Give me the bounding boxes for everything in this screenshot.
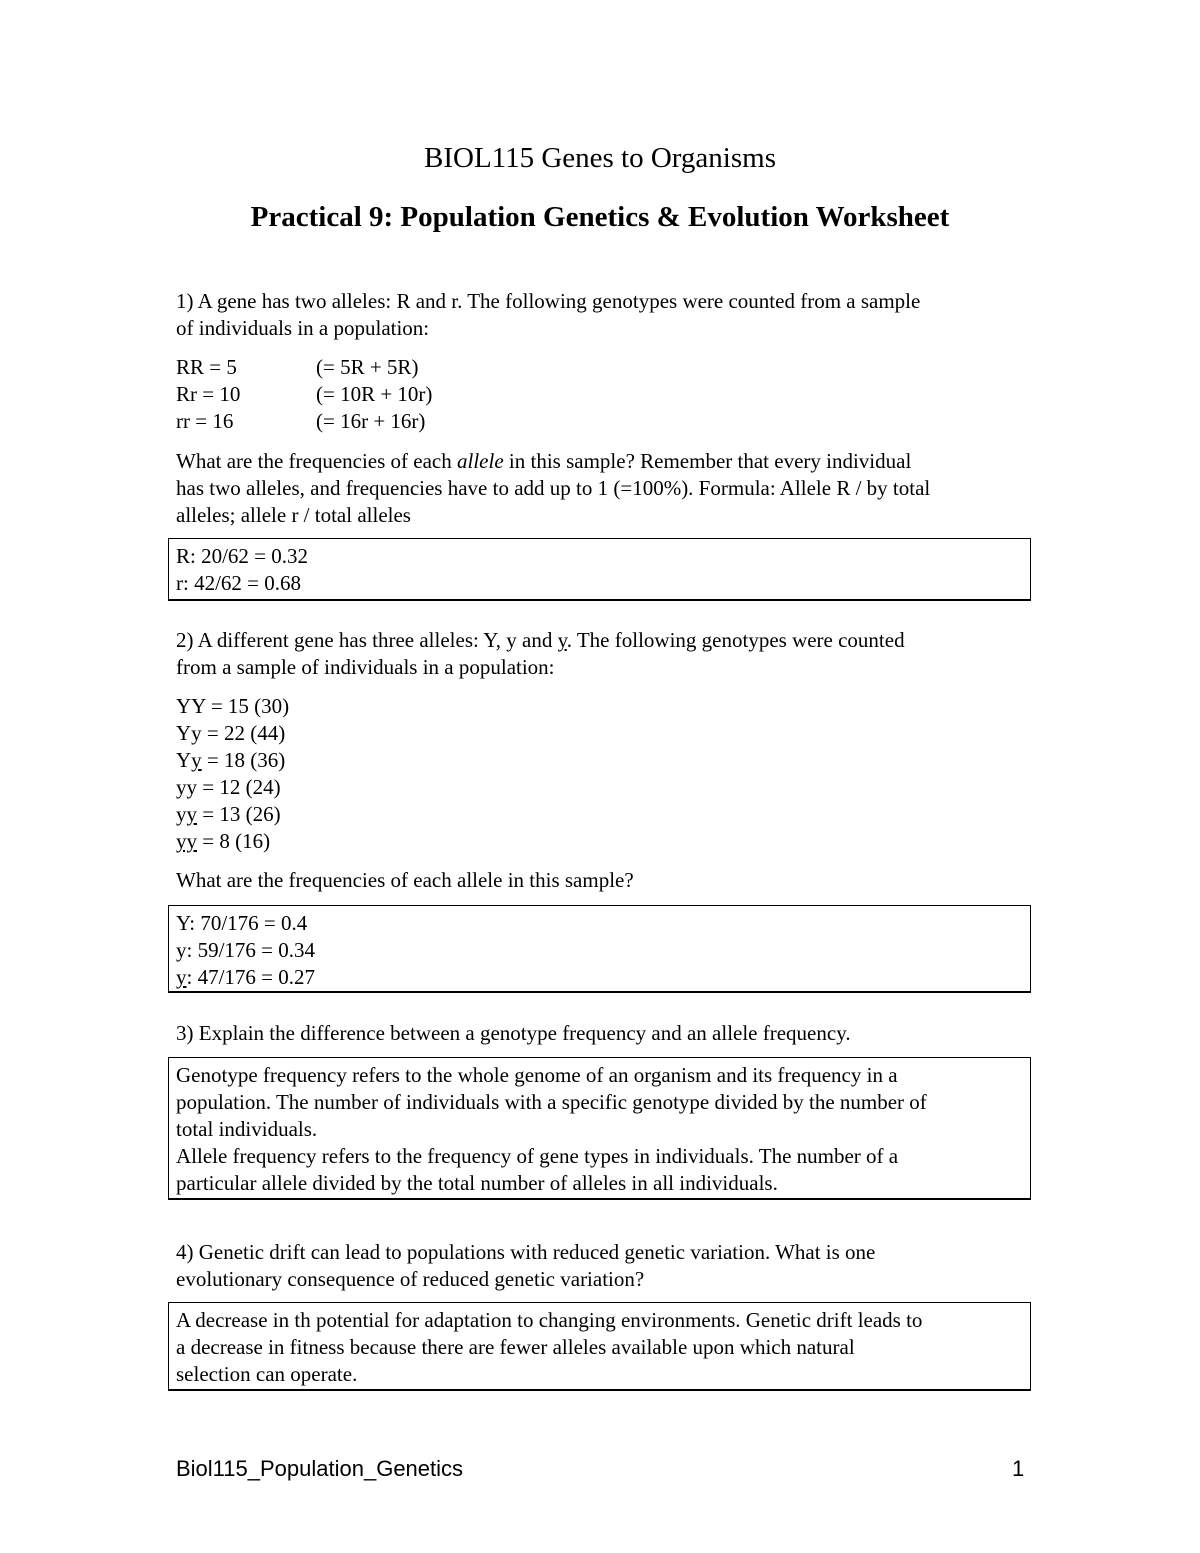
- genotype-symbol: y: [176, 802, 187, 826]
- genotype-label: RR = 5: [176, 355, 237, 379]
- genotype-row: [176, 408, 1036, 435]
- question-2-question: [176, 867, 1036, 894]
- genotype-row: [176, 801, 1036, 828]
- genotype-detail: (= 5R + 5R): [316, 355, 419, 379]
- answer-box-2: [168, 905, 1031, 993]
- genotype-row: [176, 354, 1036, 381]
- genotype-label: rr = 16: [176, 409, 234, 433]
- answer-line: A decrease in th potential for adaptation to changing environments. Genetic drift leads to: [176, 1308, 923, 1332]
- prompt-line: of individuals in a population:: [176, 316, 430, 340]
- genotype-symbol: Y: [176, 748, 192, 772]
- allele-symbol: y: [557, 628, 567, 652]
- question-text: What are the frequencies of each: [176, 449, 457, 473]
- answer-line: selection can operate.: [176, 1362, 358, 1386]
- prompt-line: from a sample of individuals in a population:: [176, 655, 555, 679]
- genotype-count: = 18 (36): [201, 748, 286, 772]
- genotype-row: [176, 720, 1036, 747]
- question-1-question: [176, 448, 1036, 529]
- prompt-text: . The following genotypes were counted: [566, 628, 905, 652]
- answer-line: particular allele divided by the total number of alleles in all individuals.: [176, 1171, 778, 1195]
- prompt-line: 4) Genetic drift can lead to populations with reduced genetic variation. What is one: [176, 1240, 876, 1264]
- answer-box-4: [168, 1302, 1031, 1391]
- genotype-symbol: yy: [176, 775, 197, 799]
- prompt-line: 1) A gene has two alleles: R and r. The following genotypes were counted from a sample: [176, 289, 921, 313]
- genotype-symbol: Yy: [176, 721, 202, 745]
- question-1-genotypes: [176, 354, 1036, 435]
- allele-symbol: y: [176, 965, 187, 989]
- question-line: [176, 448, 1036, 475]
- genotype-symbol-underlined: yy: [176, 829, 197, 853]
- genotype-count: = 22 (44): [201, 721, 286, 745]
- genotype-count: = 8 (16): [197, 829, 271, 853]
- genotype-count: = 12 (24): [197, 775, 281, 799]
- answer-line: [176, 937, 1023, 964]
- answer-line: Genotype frequency refers to the whole genome of an organism and its frequency in a: [176, 1063, 898, 1087]
- genotype-label: Rr = 10: [176, 382, 241, 406]
- genotype-row: [176, 693, 1036, 720]
- question-emphasis: allele: [457, 449, 504, 473]
- course-title: BIOL115 Genes to Organisms: [424, 142, 776, 174]
- question-3-prompt: [176, 1020, 1036, 1047]
- genotype-row: [176, 774, 1036, 801]
- answer-line: total individuals.: [176, 1117, 318, 1141]
- prompt-line: [176, 627, 1036, 654]
- question-2-prompt: [176, 627, 1036, 681]
- answer-text: y: 59/176 = 0.34: [176, 938, 316, 962]
- genotype-count: = 15 (30): [205, 694, 290, 718]
- answer-line: Allele frequency refers to the frequency of gene types in individuals. The number of a: [176, 1144, 899, 1168]
- question-2-genotypes: [176, 693, 1036, 855]
- footer-filename: Biol115_Population_Genetics: [176, 1456, 464, 1481]
- answer-line: a decrease in fitness because there are fewer alleles available upon which natural: [176, 1335, 855, 1359]
- question-text: in this sample? Remember that every individual: [503, 449, 912, 473]
- genotype-row: [176, 747, 1036, 774]
- question-4-prompt: [176, 1239, 1036, 1293]
- genotype-row: [176, 828, 1036, 855]
- question-line: has two alleles, and frequencies have to add up to 1 (=100%). Formula: Allele R / by total: [176, 476, 931, 500]
- genotype-symbol-underlined: y: [186, 802, 197, 826]
- answer-line: R: 20/62 = 0.32: [176, 544, 309, 568]
- genotype-symbol-underlined: y: [191, 748, 202, 772]
- answer-text: Y: 70/176 = 0.4: [176, 911, 308, 935]
- page-number: 1: [1012, 1456, 1025, 1481]
- answer-text: : 47/176 = 0.27: [186, 965, 316, 989]
- question-line: What are the frequencies of each allele in this sample?: [176, 868, 634, 892]
- answer-box-3: [168, 1057, 1031, 1200]
- genotype-symbol: YY: [176, 694, 206, 718]
- answer-box-1: [168, 538, 1031, 601]
- worksheet-title: Practical 9: Population Genetics & Evolution Worksheet: [250, 201, 950, 233]
- genotype-count: = 13 (26): [197, 802, 281, 826]
- genotype-detail: (= 10R + 10r): [316, 382, 433, 406]
- prompt-line: 3) Explain the difference between a genotype frequency and an allele frequency.: [176, 1021, 851, 1045]
- genotype-detail: (= 16r + 16r): [316, 409, 426, 433]
- answer-line: [176, 964, 1023, 991]
- answer-line: r: 42/62 = 0.68: [176, 571, 302, 595]
- prompt-text: 2) A different gene has three alleles: Y, y and: [176, 628, 558, 652]
- prompt-line: evolutionary consequence of reduced genetic variation?: [176, 1267, 645, 1291]
- genotype-row: [176, 381, 1036, 408]
- answer-line: [176, 910, 1023, 937]
- question-line: alleles; allele r / total alleles: [176, 503, 411, 527]
- question-1-prompt: [176, 288, 1036, 342]
- answer-line: population. The number of individuals with a specific genotype divided by the number of: [176, 1090, 927, 1114]
